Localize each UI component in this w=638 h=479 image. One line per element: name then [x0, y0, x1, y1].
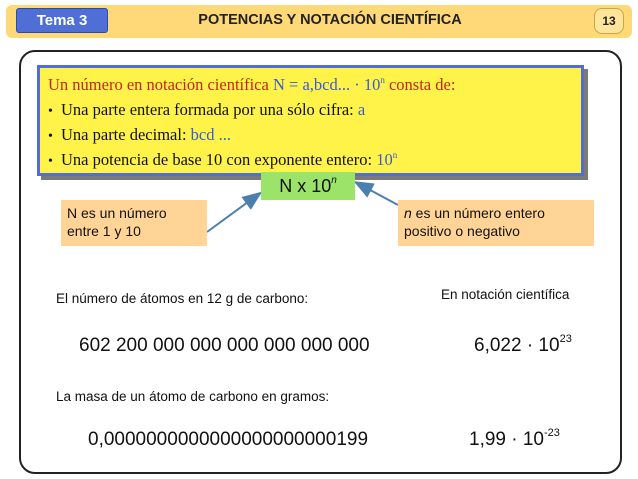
- atoms-value: 602 200 000 000 000 000 000 000: [79, 335, 370, 356]
- mass-value: 0,0000000000000000000000199: [88, 429, 369, 450]
- definition-intro: Un número en notación científica N = a,bcd... · $10^n$ consta de:: [48, 75, 456, 94]
- atoms-scientific: $6,022 \cdot 10^{23}$: [474, 333, 572, 356]
- bullet-icon: •: [48, 129, 53, 144]
- definition-item: • Una potencia de base 10 con exponente entero: 10$^n$: [48, 147, 581, 172]
- mass-scientific: $1,99 \cdot 10^{-23}$: [469, 427, 560, 450]
- note-exponent: n es un número entero positivo o negativo: [398, 200, 594, 246]
- arrow-left: [207, 194, 259, 232]
- column-header: En notación científica: [441, 287, 570, 302]
- arrow-right: [357, 183, 398, 205]
- bullet-icon: •: [48, 154, 53, 169]
- tema-button[interactable]: Tema 3: [16, 8, 108, 33]
- bullet-icon: •: [48, 104, 53, 119]
- definition-item: • Una parte decimal: bcd ...: [48, 122, 581, 147]
- atoms-label: El número de átomos en 12 g de carbono:: [56, 291, 309, 306]
- definition-item: • Una parte entera formada por una sólo cifra: a: [48, 97, 581, 122]
- note-mantissa: N es un número entre 1 y 10: [61, 200, 207, 246]
- intro-formula: N = a,bcd... · $10^n$: [272, 75, 385, 94]
- formula-box: N x 10$^n$: [261, 172, 355, 200]
- page-number: 13: [594, 8, 624, 34]
- mass-label: La masa de un átomo de carbono en gramos:: [56, 389, 330, 404]
- page-title: POTENCIAS Y NOTACIÓN CIENTÍFICA: [198, 12, 462, 28]
